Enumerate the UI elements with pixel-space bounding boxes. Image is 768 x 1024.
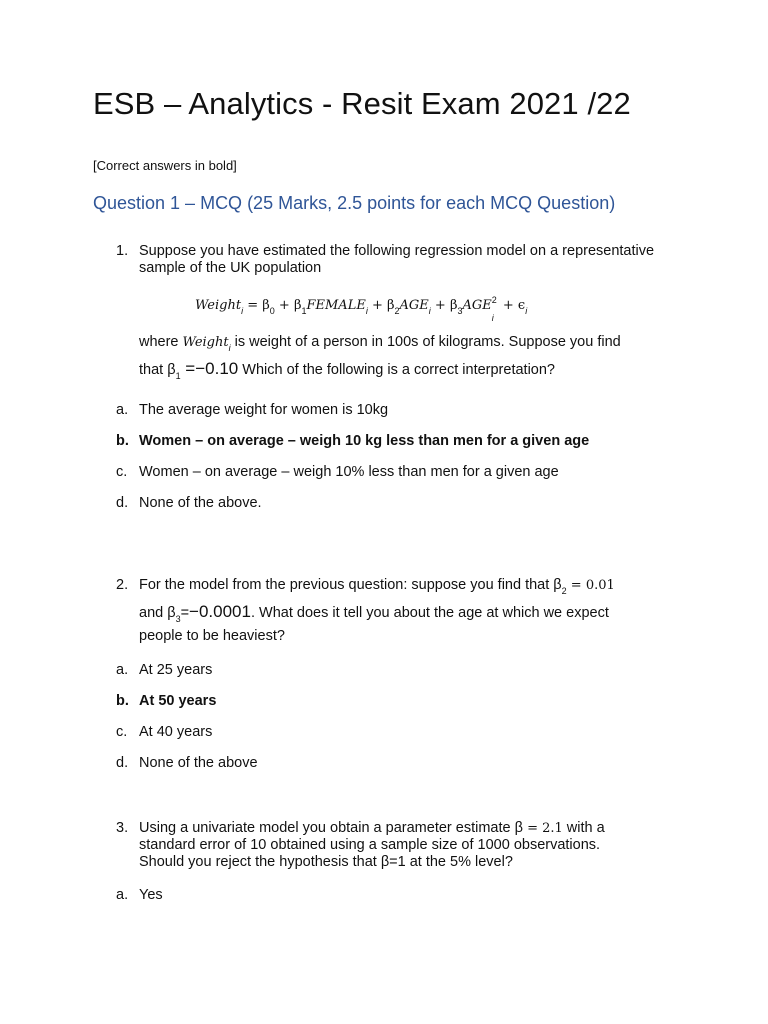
q1-option-d-letter: d. [116,495,129,511]
regression-equation [195,295,528,323]
eq-sub-i-3: i [428,306,431,316]
eq-age: AGE [399,298,429,313]
question-1-line2: where Weight$_i$ is weight of a person in 100s of kilograms. Suppose you find [139,334,621,353]
question-1-number: 1. [116,243,129,259]
question-3-number: 3. [116,820,129,836]
eq-plus-beta2: + β [367,298,395,313]
eq-beta0: = β [243,298,270,313]
page-title: ESB – Analytics - Resit Exam 2021 /22 [93,86,631,121]
q2-option-d-letter: d. [116,755,129,771]
eq-plus-epsilon: + ϵ [498,298,526,313]
q2-option-c: At 40 years [139,724,213,740]
beta2-value: = 0.01 [566,578,615,593]
q1-option-c: Women – on average – weigh 10% less than men for a given age [139,464,559,480]
eq-female: FEMALE [306,298,366,313]
question-3-line1: Using a univariate model you obtain a parameter estimate β = 2.1 with a [139,820,605,836]
q3-option-a: Yes [139,887,163,903]
eq-age-sq: AGE [462,298,492,313]
eq-sub-0: 0 [269,306,275,316]
question-1-text: Suppose you have estimated the following regression model on a representative sample of the UK population [139,243,655,276]
eq-sub-i-5: i [525,306,528,316]
q1-option-b-letter: b. [116,433,129,449]
eq-sub-2: 2 [394,306,400,316]
inline-weight: Weight [182,335,229,350]
question-2-line1: For the model from the previous question: suppose you find that $\beta_2 = 0.01$ [139,577,615,596]
eq-plus-beta3: + β [430,298,458,313]
section-heading: Question 1 – MCQ (25 Marks, 2.5 points for each MCQ Question) [93,193,616,213]
beta3-value: −0.0001 [189,602,251,621]
beta-estimate-value: = 2.1 [522,821,563,836]
question-3-line2: standard error of 10 obtained using a sample size of 1000 observations. [139,837,601,853]
eq-sub-3: 3 [457,306,463,316]
q1-option-a-letter: a. [116,402,129,418]
q3-option-a-letter: a. [116,887,129,903]
question-2-line3: people to be heaviest? [139,628,285,644]
eq-sub-i-2: i [365,306,368,316]
answer-note: [Correct answers in bold] [93,158,237,173]
eq-sub-1: 1 [301,306,307,316]
q1-option-d: None of the above. [139,495,262,511]
question-1-line3: that $\beta_1 =-0.10$ Which of the following is a correct interpretation? [139,359,555,381]
q1-option-c-letter: c. [116,464,128,480]
q2-option-b-letter: b. [116,693,129,709]
q2-option-b: At 50 years [139,693,217,709]
beta1-value: =−0.10 [180,359,239,378]
question-2-number: 2. [116,577,129,593]
question-2-line2: and $\beta_3=-0.0001$. What does it tell you about the age at which we expect [139,602,609,624]
eq-sub-i: i [241,306,244,316]
q1-option-a: The average weight for women is 10kg [139,402,389,418]
q2-option-c-letter: c. [116,724,128,740]
question-3-line3: Should you reject the hypothesis that β=1 at the 5% level? [139,854,513,870]
eq-plus-beta1: + β [274,298,302,313]
q1-option-b: Women – on average – weigh 10 kg less than men for a given age [139,433,590,449]
eq-sub-i-4: i [491,313,494,323]
q2-option-a-letter: a. [116,662,129,678]
eq-sup-2: 2 [491,295,497,305]
eq-weight: Weight [195,298,242,313]
q2-option-a: At 25 years [139,662,213,678]
q2-option-d: None of the above [139,755,258,771]
